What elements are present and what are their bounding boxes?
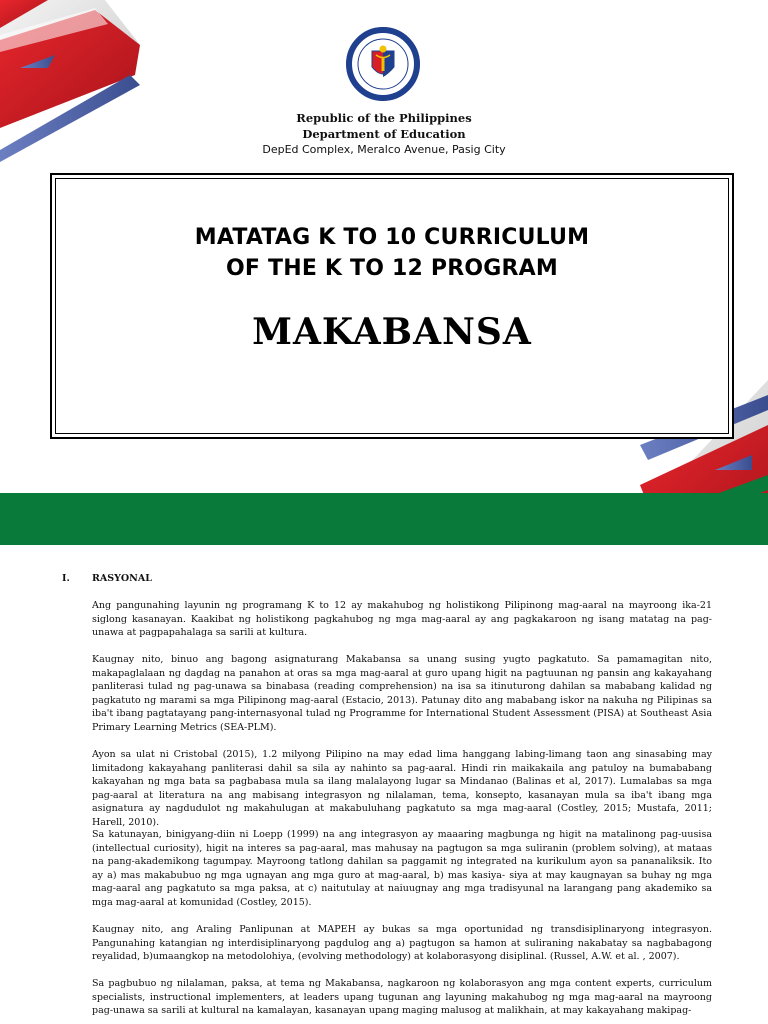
green-band — [0, 493, 768, 545]
subject-title: MAKABANSA — [252, 311, 532, 353]
paragraph: Sa pagbubuo ng nilalaman, paksa, at tema ng Makabansa, nagkaroon ng kolaborasyon ang mga content experts, curriculum specialists, instructional implementers, at leaders upang tugunan ang layuning makahubog ng mga mag-aaral na mayroong pag-unawa sa sarili at kultural na kamalayan, kasanayan upang maging malusog at malikhain, at may kakayahang makipag- — [92, 978, 712, 1017]
paragraph: Kaugnay nito, binuo ang bagong asignaturang Makabansa sa unang susing yugto pagkatuto. Sa pamamagitan nito, makapaglalaan ng dagdag na panahon at oras sa mga mag-aaral at guro upang higit na pagtuunan ng pansin ang kakayahang panliterasi tulad ng pag-unawa sa binabasa (reading comprehension) na isa sa itinuturong dahilan sa mababang kalidad ng pagkatuto ng marami sa mga Pilipinong mag-aaral (Estacio, 2013). Patunay dito ang mababang iskor na nakuha ng Pilipinas sa iba't ibang pagtatayang pang-internasyonal tulad ng Programme for International Student Assessment (PISA) at Southeast Asia Primary Learning Metrics (SEA-PLM). — [92, 654, 712, 733]
office-address: DepEd Complex, Meralco Avenue, Pasig City — [262, 143, 506, 156]
deped-seal-icon — [346, 27, 420, 101]
curriculum-title-line1: MATATAG K TO 10 CURRICULUM — [194, 225, 590, 250]
paragraph: Ayon sa ulat ni Cristobal (2015), 1.2 milyong Pilipino na may edad lima hanggang labing-limang taon ang sinasabing may limitadong kakayahang panliterasi dahil sa sila ay nahinto sa pag-aaral. Hindi rin maikakaila ang patuloy na bumababang kakayahan ng mga bata sa pagbabasa mula sa ilang malalayong lugar sa Mindanao (Balinas et al, 2017). Lumalabas sa mga pag-aaral at literatura na ang mabisang integrasyon ng nilalaman, tema, konsepto, kasanayan mula sa iba't ibang mga asignatura ay nagdudulot ng makahulugan at makabuluhang pagkatuto sa mga mag-aaral (Costley, 2015; Mustafa, 2011; Harell, 2010). — [92, 749, 712, 828]
paragraph: Ang pangunahing layunin ng programang K to 12 ay makahubog ng holistikong Pilipinong mag-aaral na mayroong ika-21 siglong kasanayan. Kaakibat ng holistikong pagkahubog ng mga mag-aaral ay ang pagkakaroon ng isang matatag na pag-unawa at pagpapahalaga sa sarili at kultura. — [92, 600, 712, 639]
title-box — [50, 173, 734, 439]
paragraph: Kaugnay nito, ang Araling Panlipunan at MAPEH ay bukas sa mga oportunidad ng transdisiplinaryong integrasyon. Pangunahing katangian ng interdisiplinaryong pagdulog ang a) pagtugon sa hamon at suliraning nakabatay sa nagbabagong reyalidad, b)umaangkop na metodolohiya, (evolving methodology) at kolaborasyong disiplinal. (Russel, A.W. et al. , 2007). — [92, 924, 712, 963]
curriculum-title-line2: OF THE K TO 12 PROGRAM — [226, 256, 558, 281]
republic-heading: Republic of the Philippines — [296, 111, 472, 125]
section-number: I. — [62, 573, 70, 584]
section-title: RASYONAL — [92, 573, 152, 584]
paragraph: Sa katunayan, binigyang-diin ni Loepp (1999) na ang integrasyon ay maaaring magbunga ng higit na matalinong pag-uusisa (intellectual curiosity), higit na interes sa pag-aaral, mas mahusay na pagtugon sa mga suliranin (problem solving), at mataas na pang-akademikong tagumpay. Mayroong tatlong dahilan sa paggamit ng integrated na kurikulum ayon sa pananaliksik. Ito ay a) mas makabubuo ng mga ugnayan ang mga guro at mag-aaral, b) mas kasiya- siya at may kaugnayan sa buhay ng mga mag-aaral ang pagkatuto sa mga paksa, at c) naitutulay at naiuugnay ang mga tradisyunal na larangang pang akademiko sa mga mag-aaral at komunidad (Costley, 2015). — [92, 829, 712, 908]
department-heading: Department of Education — [302, 127, 466, 141]
